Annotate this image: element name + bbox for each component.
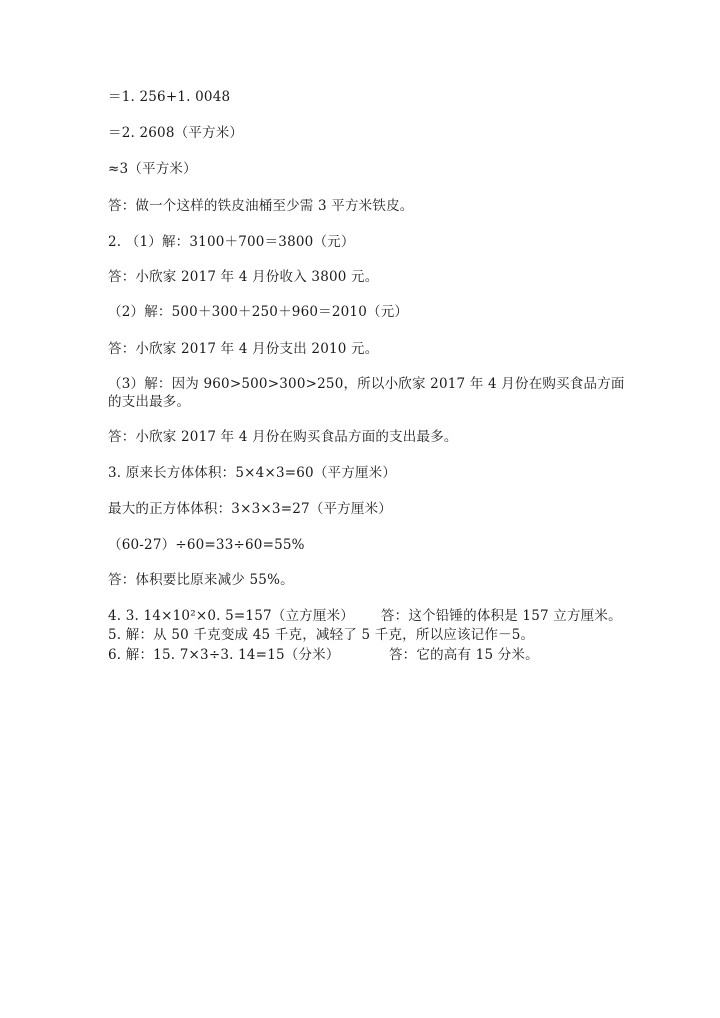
text-line-14: （60-27）÷60=33÷60=55%	[108, 537, 305, 553]
text-line-8: 答：小欣家 2017 年 4 月份支出 2010 元。	[108, 341, 379, 357]
text-line-16: 4. 3. 14×10²×0. 5=157（立方厘米） 答：这个铅锤的体积是 157 立方厘米。	[108, 608, 622, 624]
text-line-11: 答：小欣家 2017 年 4 月份在购买食品方面的支出最多。	[108, 429, 458, 445]
text-line-2: ＝2. 2608（平方米）	[108, 125, 244, 141]
text-line-3: ≈3（平方米）	[108, 161, 197, 177]
text-line-12: 3. 原来长方体体积：5×4×3=60（平方厘米）	[108, 465, 397, 481]
text-line-17: 5. 解：从 50 千克变成 45 千克，减轻了 5 千克，所以应该记作－5。	[108, 627, 535, 643]
text-line-1: ＝1. 256+1. 0048	[108, 89, 231, 105]
text-line-9: （3）解：因为 960>500>300>250，所以小欣家 2017 年 4 月份在购买食品方面	[108, 376, 625, 392]
text-line-4: 答：做一个这样的铁皮油桶至少需 3 平方米铁皮。	[108, 198, 414, 214]
text-line-6: 答：小欣家 2017 年 4 月份收入 3800 元。	[108, 269, 379, 285]
text-line-13: 最大的正方体体积：3×3×3=27（平方厘米）	[108, 501, 392, 517]
text-line-5: 2. （1）解：3100＋700＝3800（元）	[108, 234, 355, 250]
text-line-10: 的支出最多。	[108, 394, 191, 410]
text-line-7: （2）解：500＋300＋250＋960＝2010（元）	[108, 304, 409, 320]
text-line-18: 6. 解：15. 7×3÷3. 14=15（分米） 答：它的高有 15 分米。	[108, 647, 539, 663]
text-line-15: 答：体积要比原来减少 55%。	[108, 572, 294, 588]
